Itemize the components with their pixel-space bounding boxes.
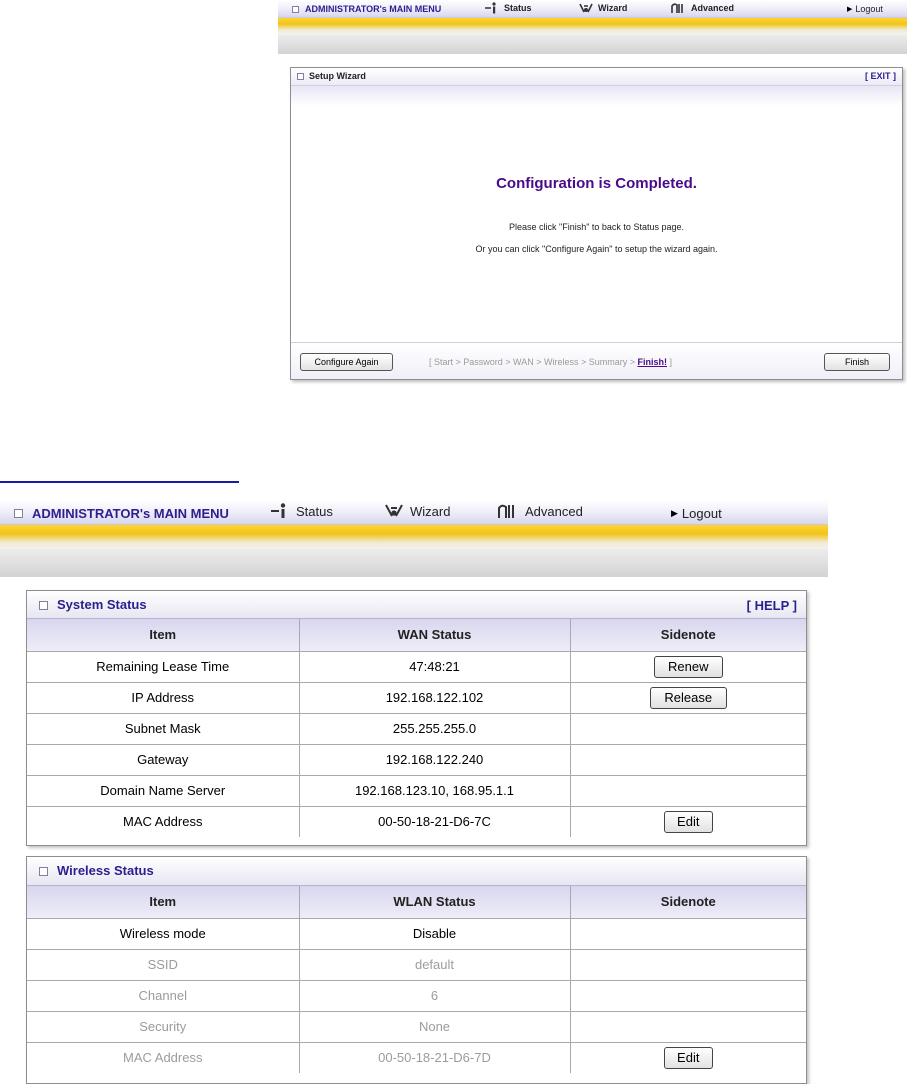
main-menu-title: [14, 506, 229, 521]
main-menu-advanced[interactable]: [497, 503, 583, 519]
row-sidenote: [570, 651, 806, 682]
status-label: Status: [296, 503, 333, 519]
row-label: Remaining Lease Time: [27, 651, 299, 682]
steps-text: [ Start > Password > WAN > Wireless > Summary >: [429, 357, 638, 367]
finish-button[interactable]: Finish: [824, 353, 890, 371]
panel-square-icon: [39, 867, 48, 876]
menu-square-icon: [14, 509, 23, 518]
main-menu-wizard[interactable]: [384, 503, 450, 519]
row-value: None: [299, 1011, 570, 1042]
row-value: 47:48:21: [299, 651, 570, 682]
advanced-icon: [497, 503, 521, 519]
row-sidenote: [570, 682, 806, 713]
edit-wlan-mac-button[interactable]: Edit: [664, 1047, 713, 1069]
table-row: [27, 949, 806, 980]
row-sidenote: [570, 775, 806, 806]
main-menu-logout[interactable]: [671, 506, 722, 521]
completion-line-1: Please click "Finish" to back to Status page.: [509, 222, 684, 232]
system-status-panel: [26, 590, 807, 846]
renew-button[interactable]: Renew: [654, 656, 723, 678]
wizard-icon: [384, 503, 404, 519]
advanced-label: Advanced: [691, 3, 735, 13]
logout-label: Logout: [855, 4, 883, 14]
top-menu-accent: [278, 18, 907, 35]
arrow-right-icon: ▶: [847, 6, 853, 13]
top-menu-title: [292, 4, 441, 14]
col-header-wlan-status: WLAN Status: [299, 886, 570, 918]
top-menu-shadow: [278, 35, 907, 54]
top-menu-status[interactable]: [484, 2, 532, 14]
table-row: [27, 744, 806, 775]
table-header-row: [27, 619, 806, 651]
main-menu-bar: [0, 500, 828, 525]
table-row: [27, 980, 806, 1011]
table-row: [27, 713, 806, 744]
completion-line-2: Or you can click "Configure Again" to setup the wizard again.: [475, 244, 718, 254]
main-menu-shadow: [0, 549, 828, 577]
row-sidenote: [570, 918, 806, 949]
setup-wizard-panel: [290, 67, 903, 380]
edit-wan-mac-button[interactable]: Edit: [664, 811, 713, 833]
wizard-steps: [429, 357, 672, 367]
row-label: Security: [27, 1011, 299, 1042]
row-label: Channel: [27, 980, 299, 1011]
row-value: 192.168.122.240: [299, 744, 570, 775]
row-value: 192.168.123.10, 168.95.1.1: [299, 775, 570, 806]
table-row: [27, 918, 806, 949]
row-label: IP Address: [27, 682, 299, 713]
top-menu-wizard[interactable]: [578, 2, 627, 14]
wizard-band: [291, 86, 902, 106]
row-value: 255.255.255.0: [299, 713, 570, 744]
row-sidenote: [570, 949, 806, 980]
system-status-header: [27, 591, 806, 619]
advanced-icon: [670, 2, 688, 14]
table-header-row: [27, 886, 806, 918]
main-menu-status[interactable]: [270, 503, 333, 519]
steps-end: ]: [666, 357, 672, 367]
wizard-label: Wizard: [410, 503, 451, 519]
row-sidenote: [570, 980, 806, 1011]
row-label: MAC Address: [27, 1042, 299, 1073]
wizard-label: Wizard: [598, 3, 628, 13]
main-menu-accent: [0, 525, 828, 550]
row-sidenote: [570, 806, 806, 837]
wizard-icon: [578, 2, 594, 14]
top-menu-bar: [278, 0, 907, 18]
table-row: [27, 775, 806, 806]
row-value: Disable: [299, 918, 570, 949]
panel-square-icon: [297, 73, 304, 80]
top-menu-advanced[interactable]: [670, 2, 734, 14]
row-sidenote: [570, 1011, 806, 1042]
row-label: Wireless mode: [27, 918, 299, 949]
row-sidenote: [570, 713, 806, 744]
table-row: [27, 806, 806, 837]
exit-link[interactable]: [ EXIT ]: [865, 71, 896, 81]
status-label: Status: [504, 3, 532, 13]
col-header-item: Item: [27, 886, 299, 918]
help-link[interactable]: [ HELP ]: [746, 598, 797, 613]
col-header-sidenote: Sidenote: [570, 619, 806, 651]
status-person-icon: [270, 503, 290, 519]
section-underline: [0, 481, 239, 483]
col-header-wan-status: WAN Status: [299, 619, 570, 651]
configure-again-button[interactable]: Configure Again: [300, 353, 393, 371]
wireless-status-table: [27, 886, 806, 1073]
advanced-label: Advanced: [525, 503, 583, 519]
status-person-icon: [484, 2, 500, 14]
logout-label: Logout: [681, 506, 722, 521]
row-label: SSID: [27, 949, 299, 980]
menu-title-label: ADMINISTRATOR's MAIN MENU: [32, 506, 229, 521]
top-menu-logout[interactable]: [847, 4, 883, 14]
row-label: Gateway: [27, 744, 299, 775]
wireless-status-title: Wireless Status: [57, 863, 154, 878]
row-label: Subnet Mask: [27, 713, 299, 744]
col-header-item: Item: [27, 619, 299, 651]
row-label: Domain Name Server: [27, 775, 299, 806]
row-value: 6: [299, 980, 570, 1011]
wizard-title: Setup Wizard: [309, 71, 366, 81]
table-row: [27, 651, 806, 682]
steps-current-link[interactable]: Finish!: [637, 357, 667, 367]
release-button[interactable]: Release: [650, 687, 727, 709]
table-row: [27, 682, 806, 713]
row-value: 00-50-18-21-D6-7D: [299, 1042, 570, 1073]
table-row: [27, 1042, 806, 1073]
row-value: 192.168.122.102: [299, 682, 570, 713]
row-sidenote: [570, 744, 806, 775]
wizard-header: [291, 68, 902, 86]
menu-square-icon: [292, 6, 299, 13]
system-status-title: System Status: [57, 597, 147, 612]
wireless-status-panel: [26, 856, 807, 1084]
panel-square-icon: [39, 601, 48, 610]
system-status-table: [27, 619, 806, 837]
col-header-sidenote: Sidenote: [570, 886, 806, 918]
completion-heading: Configuration is Completed.: [496, 175, 697, 192]
row-value: default: [299, 949, 570, 980]
arrow-right-icon: ▶: [671, 508, 678, 518]
table-row: [27, 1011, 806, 1042]
wizard-footer: [291, 342, 902, 379]
row-value: 00-50-18-21-D6-7C: [299, 806, 570, 837]
row-label: MAC Address: [27, 806, 299, 837]
row-sidenote: [570, 1042, 806, 1073]
wireless-status-header: [27, 857, 806, 886]
menu-title-label: ADMINISTRATOR's MAIN MENU: [305, 4, 442, 14]
